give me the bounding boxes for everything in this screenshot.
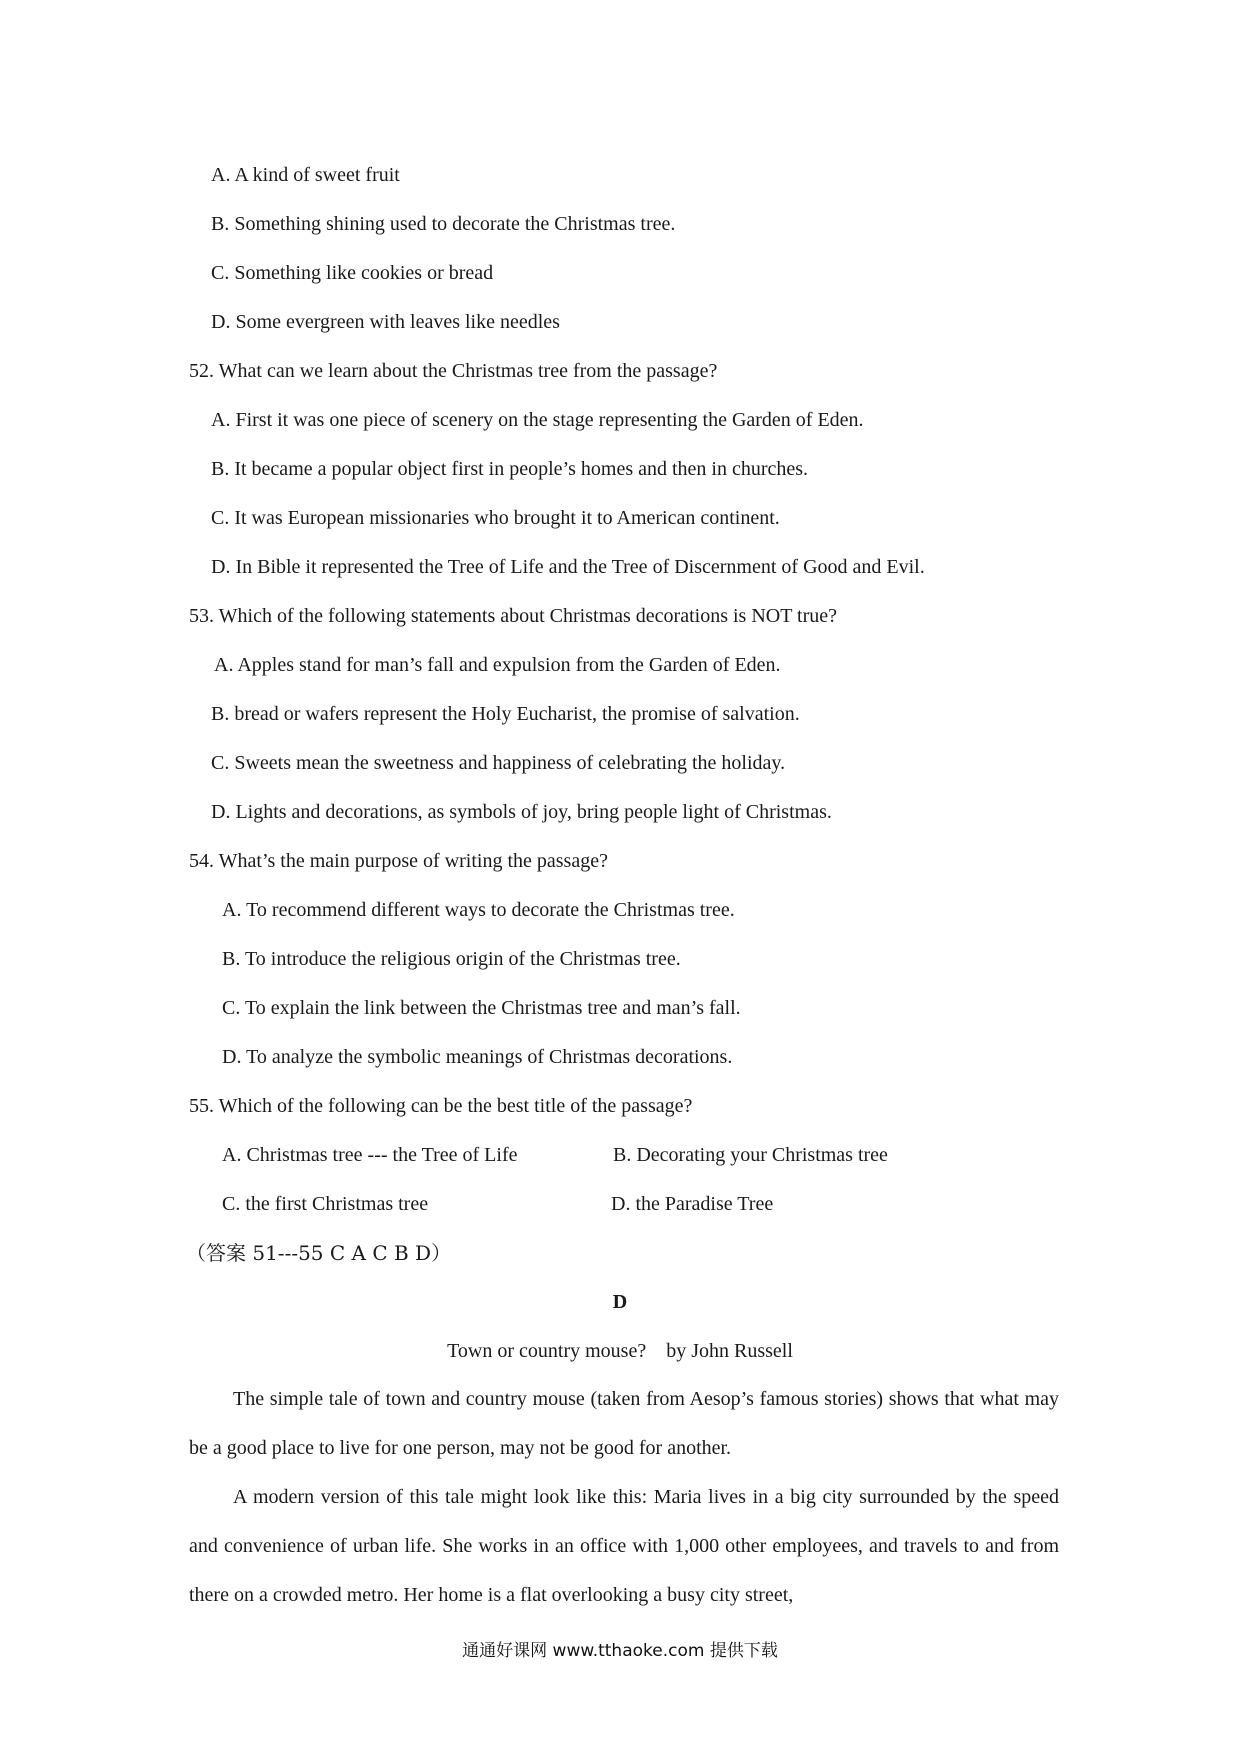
article-paragraph-2 [189,1473,1059,1620]
q54-option-b: B. To introduce the religious origin of the Christmas tree. [222,948,681,970]
q53-option-d: D. Lights and decorations, as symbols of joy, bring people light of Christmas. [211,801,832,823]
q51-option-a: A. A kind of sweet fruit [211,164,400,186]
q54-option-d: D. To analyze the symbolic meanings of Christmas decorations. [222,1046,733,1068]
article-title: Town or country mouse? by John Russell [447,1340,793,1362]
q55-option-d: D. the Paradise Tree [611,1193,774,1215]
q52-question: 52. What can we learn about the Christmas tree from the passage? [189,360,718,382]
q53-option-a: A. Apples stand for man’s fall and expulsion from the Garden of Eden. [214,654,781,676]
q53-option-c: C. Sweets mean the sweetness and happiness of celebrating the holiday. [211,752,786,774]
q53-question: 53. Which of the following statements about Christmas decorations is NOT true? [189,605,838,627]
q54-question: 54. What’s the main purpose of writing the passage? [189,850,608,872]
q52-option-c: C. It was European missionaries who brought it to American continent. [211,507,780,529]
q54-option-a: A. To recommend different ways to decorate the Christmas tree. [222,899,735,921]
q51-option-d: D. Some evergreen with leaves like needles [211,311,560,333]
article-paragraph-1-text: The simple tale of town and country mouse (taken from Aesop’s famous stories) shows that what may be a good place to live for one person, may not be good for another. [189,1388,1059,1459]
article-paragraph-2-text: A modern version of this tale might look like this: Maria lives in a big city surrounded by the speed and convenience of urban life. She works in an office with 1,000 other employees, and travels to and from there on a crowded metro. Her home is a flat overlooking a busy city street, [189,1486,1059,1606]
answer-key: （答案 51---55 C A C B D） [186,1241,452,1265]
article-paragraph-1 [189,1375,1059,1473]
page-footer: 通通好课网 www.tthaoke.com 提供下载 [462,1641,778,1661]
q53-option-b: B. bread or wafers represent the Holy Eucharist, the promise of salvation. [211,703,800,725]
q55-option-a: A. Christmas tree --- the Tree of Life [222,1144,518,1166]
q55-option-c: C. the first Christmas tree [222,1193,429,1215]
q51-option-b: B. Something shining used to decorate the Christmas tree. [211,213,676,235]
q52-option-b: B. It became a popular object first in people’s homes and then in churches. [211,458,809,480]
section-heading: D [612,1291,628,1313]
q51-option-c: C. Something like cookies or bread [211,262,494,284]
q55-option-b: B. Decorating your Christmas tree [613,1144,888,1166]
q52-option-d: D. In Bible it represented the Tree of Life and the Tree of Discernment of Good and Evil. [211,556,925,578]
q52-option-a: A. First it was one piece of scenery on the stage representing the Garden of Eden. [211,409,864,431]
q54-option-c: C. To explain the link between the Christmas tree and man’s fall. [222,997,741,1019]
q55-question: 55. Which of the following can be the best title of the passage? [189,1095,693,1117]
